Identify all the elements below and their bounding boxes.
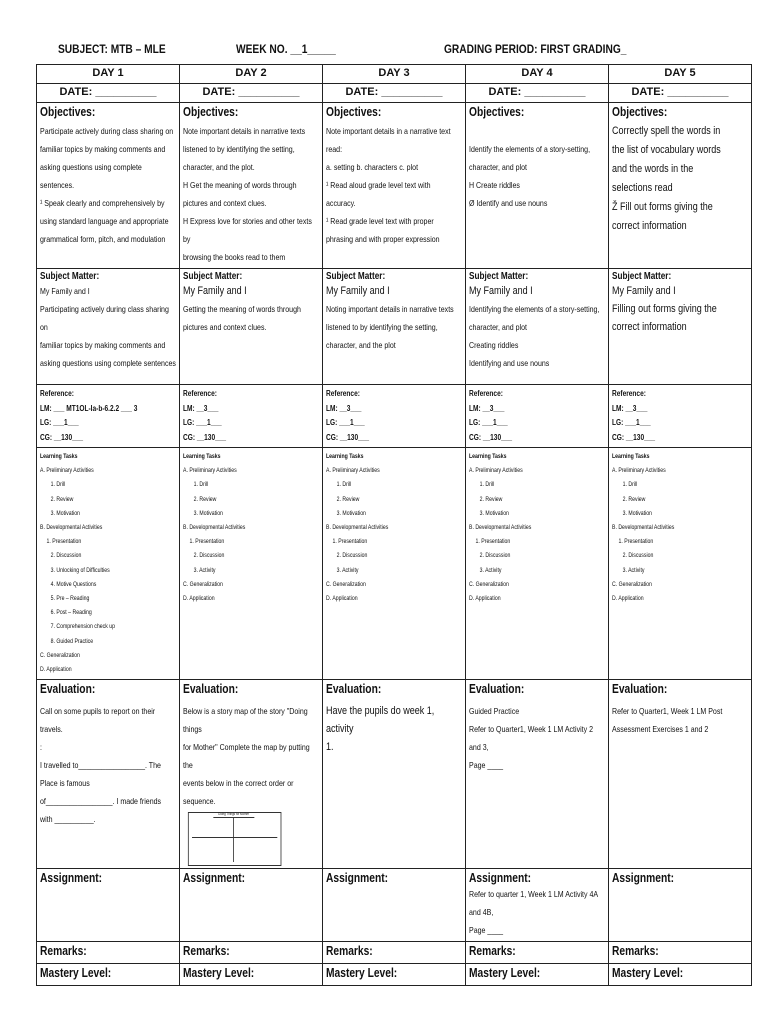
learning-task-item: C. Generalization xyxy=(469,580,509,588)
day-cell xyxy=(323,65,466,84)
mastery-cell xyxy=(323,964,466,986)
evaluation-line: I travelled to_________________. The xyxy=(40,760,161,771)
learning-tasks-heading: Learning Tasks xyxy=(40,453,78,460)
subject-matter-line: My Family and I xyxy=(612,285,676,297)
evaluation-line: : xyxy=(40,742,42,753)
objectives-cell xyxy=(180,103,323,269)
remarks-cell xyxy=(37,942,180,964)
learning-task-item: 1. Presentation xyxy=(618,538,654,546)
reference-line: LM: __3___ xyxy=(326,403,362,413)
learning-tasks-cell xyxy=(323,448,466,680)
evaluation-line: for Mother" Complete the map by putting the xyxy=(183,742,310,771)
evaluation-cell xyxy=(323,680,466,869)
evaluation-cell xyxy=(37,680,180,869)
evaluation-cell xyxy=(180,680,323,869)
assignment-heading: Assignment: xyxy=(40,871,103,886)
learning-task-item: D. Application xyxy=(40,666,72,674)
reference-line: LG: ___1___ xyxy=(326,418,365,427)
objectives-row xyxy=(37,103,752,269)
objectives-cell xyxy=(466,103,609,269)
mastery-heading: Mastery Level: xyxy=(183,966,255,981)
evaluation-cell xyxy=(466,680,609,869)
objective-line: character, and plot xyxy=(469,162,527,172)
learning-task-item: D. Application xyxy=(326,595,358,603)
learning-tasks-heading: Learning Tasks xyxy=(469,453,507,460)
learning-task-item: B. Developmental Activities xyxy=(183,524,246,532)
objective-line: browsing the books read to them xyxy=(183,252,286,262)
assignment-row xyxy=(37,869,752,942)
reference-line: LG: ___1___ xyxy=(612,418,651,427)
day-label: DAY 1 xyxy=(92,67,124,79)
mastery-cell xyxy=(609,964,752,986)
learning-task-item: C. Generalization xyxy=(326,580,366,588)
reference-line: LM: __3___ xyxy=(612,403,648,413)
remarks-heading: Remarks: xyxy=(183,944,230,959)
assignment-cell xyxy=(323,869,466,942)
learning-task-item: B. Developmental Activities xyxy=(612,524,675,532)
objective-line: Note important details in a narrative text xyxy=(326,126,451,136)
subject-matter-cell xyxy=(180,269,323,385)
learning-tasks-heading: Learning Tasks xyxy=(183,453,221,460)
objective-line: accuracy. xyxy=(326,198,356,208)
day-cell xyxy=(466,65,609,84)
subject-matter-line: Identifying the elements of a story-setting, xyxy=(469,304,600,314)
subject-matter-line: correct information xyxy=(612,321,687,333)
learning-task-item: 2. Review xyxy=(193,495,217,503)
evaluation-row xyxy=(37,680,752,869)
subject-matter-line: Noting important details in narrative texts xyxy=(326,304,454,314)
date-label: DATE: __________ xyxy=(488,86,586,98)
learning-task-item: C. Generalization xyxy=(183,580,223,588)
objective-line: H Express love for stories and other texts by xyxy=(183,216,312,244)
objective-line: the list of vocabulary words xyxy=(612,144,721,156)
objective-line: read: xyxy=(326,144,343,154)
evaluation-line: Guided Practice xyxy=(469,706,520,717)
reference-cell xyxy=(180,385,323,448)
evaluation-line: Refer to Quarter1, Week 1 LM Activity 2 and 3, xyxy=(469,724,594,753)
reference-cell xyxy=(323,385,466,448)
objective-line: grammatical form, pitch, and modulation xyxy=(40,234,166,244)
reference-line: CG: __130___ xyxy=(183,432,227,442)
learning-task-item: B. Developmental Activities xyxy=(40,524,103,532)
learning-task-item: 1. Presentation xyxy=(189,538,225,546)
reference-line: LG: ___1___ xyxy=(183,418,222,427)
objective-line: Correctly spell the words in xyxy=(612,125,721,137)
learning-task-item: 3. Activity xyxy=(479,566,502,574)
reference-line: CG: __130___ xyxy=(469,432,513,442)
learning-task-item: 3. Activity xyxy=(193,566,216,574)
day-cell xyxy=(180,65,323,84)
reference-line: CG: __130___ xyxy=(326,432,370,442)
learning-task-item: C. Generalization xyxy=(40,651,80,659)
date-cell xyxy=(323,84,466,103)
objective-line: ¹ Read aloud grade level text with xyxy=(326,180,431,190)
learning-task-item: 7. Comprehension check up xyxy=(50,623,115,631)
assignment-heading: Assignment: xyxy=(326,871,389,886)
day-label: DAY 3 xyxy=(378,67,410,79)
learning-task-item: 1. Presentation xyxy=(475,538,511,546)
reference-heading: Reference: xyxy=(183,389,217,398)
remarks-heading: Remarks: xyxy=(326,944,373,959)
reference-row xyxy=(37,385,752,448)
day-row xyxy=(37,65,752,84)
objectives-cell xyxy=(323,103,466,269)
mastery-cell xyxy=(466,964,609,986)
learning-task-item: 1. Drill xyxy=(479,481,495,489)
learning-tasks-row xyxy=(37,448,752,680)
remarks-heading: Remarks: xyxy=(612,944,659,959)
learning-task-item: 3. Motivation xyxy=(622,509,652,517)
reference-line: CG: __130___ xyxy=(612,432,656,442)
learning-task-item: 3. Motivation xyxy=(336,509,366,517)
learning-task-item: 2. Review xyxy=(50,495,74,503)
learning-task-item: 1. Presentation xyxy=(332,538,368,546)
subject-matter-cell xyxy=(37,269,180,385)
subject-matter-line: character, and the plot xyxy=(326,340,396,350)
day-label: DAY 4 xyxy=(521,67,553,79)
date-label: DATE: __________ xyxy=(345,86,443,98)
learning-task-item: 6. Post – Reading xyxy=(50,609,92,617)
subject-heading: SUBJECT: MTB – MLE xyxy=(58,42,166,56)
date-label: DATE: __________ xyxy=(202,86,300,98)
objective-line: using standard language and appropriate xyxy=(40,216,169,226)
assignment-line: Page ____ xyxy=(469,925,504,936)
objective-line: Participate actively during class sharing on xyxy=(40,126,174,136)
subject-matter-line: character, and plot xyxy=(469,322,527,332)
mastery-row xyxy=(37,964,752,986)
mastery-heading: Mastery Level: xyxy=(40,966,112,981)
learning-task-item: 2. Discussion xyxy=(479,552,511,560)
objective-line: asking questions using complete sentences. xyxy=(40,162,142,190)
learning-task-item: 2. Discussion xyxy=(50,552,82,560)
subject-matter-heading: Subject Matter: xyxy=(183,271,243,282)
mastery-cell xyxy=(180,964,323,986)
objective-line: and the words in the xyxy=(612,163,694,175)
subject-matter-cell xyxy=(609,269,752,385)
remarks-row xyxy=(37,942,752,964)
assignment-heading: Assignment: xyxy=(469,871,532,886)
learning-task-item: D. Application xyxy=(469,595,501,603)
day-cell xyxy=(37,65,180,84)
learning-task-item: 2. Review xyxy=(479,495,503,503)
learning-task-item: 1. Presentation xyxy=(46,538,82,546)
learning-tasks-heading: Learning Tasks xyxy=(326,453,364,460)
story-map-title: Doing Things for Mother xyxy=(218,812,249,817)
subject-matter-line: My Family and I xyxy=(183,285,247,297)
objective-line: ¹ Read grade level text with proper xyxy=(326,216,434,226)
learning-task-item: 4. Motive Questions xyxy=(50,580,97,588)
objective-line xyxy=(469,122,605,140)
objectives-heading: Objectives: xyxy=(469,105,525,119)
remarks-heading: Remarks: xyxy=(469,944,516,959)
evaluation-line: Page ____ xyxy=(469,760,504,771)
evaluation-line: with __________. xyxy=(40,814,96,825)
objective-line: H Create riddles xyxy=(469,180,520,190)
reference-heading: Reference: xyxy=(40,389,74,398)
assignment-heading: Assignment: xyxy=(612,871,675,886)
subject-matter-cell xyxy=(466,269,609,385)
evaluation-line: Refer to Quarter1, Week 1 LM Post xyxy=(612,706,723,717)
objectives-heading: Objectives: xyxy=(612,105,668,119)
subject-matter-line: Creating riddles xyxy=(469,340,519,350)
objectives-heading: Objectives: xyxy=(183,105,239,119)
date-cell xyxy=(466,84,609,103)
evaluation-heading: Evaluation: xyxy=(326,682,382,697)
learning-task-item: 3. Motivation xyxy=(479,509,509,517)
subject-matter-line: Filling out forms giving the xyxy=(612,303,717,315)
objectives-heading: Objectives: xyxy=(40,105,96,119)
date-row xyxy=(37,84,752,103)
remarks-cell xyxy=(609,942,752,964)
subject-matter-heading: Subject Matter: xyxy=(40,271,100,282)
learning-task-item: 1. Drill xyxy=(622,481,638,489)
learning-task-item: A. Preliminary Activities xyxy=(326,467,380,475)
date-label: DATE: __________ xyxy=(59,86,157,98)
week-heading: WEEK NO. __1_____ xyxy=(236,42,336,56)
objective-line: H Get the meaning of words through xyxy=(183,180,297,190)
learning-task-item: 1. Drill xyxy=(336,481,352,489)
reference-cell xyxy=(37,385,180,448)
learning-task-item: B. Developmental Activities xyxy=(326,524,389,532)
mastery-heading: Mastery Level: xyxy=(469,966,541,981)
evaluation-line: Below is a story map of the story "Doing things xyxy=(183,706,308,735)
assignment-cell xyxy=(180,869,323,942)
lesson-plan-table xyxy=(36,64,752,986)
date-cell xyxy=(37,84,180,103)
subject-matter-line: listened to by identifying the setting, xyxy=(326,322,438,332)
day-label: DAY 2 xyxy=(235,67,267,79)
subject-matter-line: asking questions using complete sentences xyxy=(40,358,176,368)
subject-matter-line: My Family and I xyxy=(469,285,533,297)
subject-matter-line: My Family and I xyxy=(326,285,390,297)
objective-line: Identify the elements of a story-setting, xyxy=(469,144,591,154)
evaluation-line: Have the pupils do week 1, activity xyxy=(326,705,435,736)
assignment-cell xyxy=(37,869,180,942)
objectives-heading: Objectives: xyxy=(326,105,382,119)
learning-task-item: 8. Guided Practice xyxy=(50,637,94,645)
evaluation-heading: Evaluation: xyxy=(183,682,239,697)
objective-line: a. setting b. characters c. plot xyxy=(326,162,419,172)
subject-matter-line: Participating actively during class sharing on xyxy=(40,304,169,332)
grading-period-heading: GRADING PERIOD: FIRST GRADING_ xyxy=(444,42,627,56)
objectives-cell xyxy=(37,103,180,269)
day-cell xyxy=(609,65,752,84)
learning-task-item: 1. Drill xyxy=(193,481,209,489)
objective-line: Ž Fill out forms giving the xyxy=(612,201,713,213)
learning-tasks-cell xyxy=(37,448,180,680)
assignment-cell xyxy=(466,869,609,942)
evaluation-line: 1. xyxy=(326,741,334,754)
learning-task-item: 2. Discussion xyxy=(336,552,368,560)
evaluation-cell xyxy=(609,680,752,869)
assignment-line: Refer to quarter 1, Week 1 LM Activity 4A and 4B, xyxy=(469,889,598,918)
learning-task-item: A. Preliminary Activities xyxy=(183,467,237,475)
learning-task-item: 3. Motivation xyxy=(50,509,80,517)
learning-task-item: 2. Review xyxy=(622,495,646,503)
subject-matter-heading: Subject Matter: xyxy=(469,271,529,282)
learning-tasks-cell xyxy=(466,448,609,680)
learning-task-item: 5. Pre – Reading xyxy=(50,595,90,603)
date-label: DATE: __________ xyxy=(631,86,729,98)
reference-heading: Reference: xyxy=(469,389,503,398)
evaluation-heading: Evaluation: xyxy=(469,682,525,697)
subject-matter-line: My Family and I xyxy=(40,286,90,296)
learning-task-item: A. Preliminary Activities xyxy=(612,467,666,475)
subject-matter-line: Getting the meaning of words through xyxy=(183,304,301,314)
story-map-figure xyxy=(188,812,281,866)
assignment-cell xyxy=(609,869,752,942)
remarks-cell xyxy=(323,942,466,964)
objective-line: listened to by identifying the setting, xyxy=(183,144,295,154)
learning-task-item: C. Generalization xyxy=(612,580,652,588)
learning-task-item: 2. Discussion xyxy=(193,552,225,560)
objective-line: selections read xyxy=(612,182,673,194)
evaluation-heading: Evaluation: xyxy=(40,682,96,697)
reference-cell xyxy=(609,385,752,448)
objective-line: ¹ Speak clearly and comprehensively by xyxy=(40,198,165,208)
reference-cell xyxy=(466,385,609,448)
subject-matter-row xyxy=(37,269,752,385)
learning-tasks-heading: Learning Tasks xyxy=(612,453,650,460)
learning-task-item: 3. Motivation xyxy=(193,509,223,517)
assignment-heading: Assignment: xyxy=(183,871,246,886)
objectives-cell xyxy=(609,103,752,269)
mastery-cell xyxy=(37,964,180,986)
learning-task-item: 2. Discussion xyxy=(622,552,654,560)
evaluation-heading: Evaluation: xyxy=(612,682,668,697)
objective-line: correct information xyxy=(612,220,687,232)
learning-task-item: 1. Drill xyxy=(50,481,66,489)
learning-task-item: 3. Activity xyxy=(336,566,359,574)
objective-line: Ø Identify and use nouns xyxy=(469,198,548,208)
learning-task-item: A. Preliminary Activities xyxy=(469,467,523,475)
objective-line: familiar topics by making comments and xyxy=(40,144,166,154)
subject-matter-cell xyxy=(323,269,466,385)
reference-line: LM: __3___ xyxy=(183,403,219,413)
date-cell xyxy=(609,84,752,103)
mastery-heading: Mastery Level: xyxy=(612,966,684,981)
mastery-heading: Mastery Level: xyxy=(326,966,398,981)
remarks-heading: Remarks: xyxy=(40,944,87,959)
learning-task-item: A. Preliminary Activities xyxy=(40,467,94,475)
remarks-cell xyxy=(466,942,609,964)
subject-matter-line: familiar topics by making comments and xyxy=(40,340,166,350)
reference-line: LG: ___1___ xyxy=(40,418,79,427)
subject-matter-line: pictures and context clues. xyxy=(183,322,267,332)
evaluation-line: of_________________. I made friends xyxy=(40,796,162,807)
remarks-cell xyxy=(180,942,323,964)
learning-task-item: D. Application xyxy=(612,595,644,603)
reference-heading: Reference: xyxy=(326,389,360,398)
reference-line: LM: ___ MT1OL-Ia-b-6.2.2 ___ 3 xyxy=(40,403,138,413)
learning-task-item: D. Application xyxy=(183,595,215,603)
objective-line: pictures and context clues. xyxy=(183,198,267,208)
learning-task-item: 3. Unlocking of Difficulties xyxy=(50,566,110,574)
learning-tasks-cell xyxy=(180,448,323,680)
reference-heading: Reference: xyxy=(612,389,646,398)
reference-line: LM: __3___ xyxy=(469,403,505,413)
evaluation-line: Call on some pupils to report on their travels. xyxy=(40,706,156,735)
evaluation-line: Assessment Exercises 1 and 2 xyxy=(612,724,709,735)
learning-task-item: 2. Review xyxy=(336,495,360,503)
objective-line: phrasing and with proper expression xyxy=(326,234,440,244)
learning-task-item: 3. Activity xyxy=(622,566,645,574)
evaluation-line: Place is famous xyxy=(40,778,90,789)
evaluation-line: events below in the correct order or sequence. xyxy=(183,778,294,807)
reference-line: CG: __130___ xyxy=(40,432,84,442)
learning-tasks-cell xyxy=(609,448,752,680)
subject-matter-heading: Subject Matter: xyxy=(326,271,386,282)
learning-task-item: B. Developmental Activities xyxy=(469,524,532,532)
subject-matter-line: Identifying and use nouns xyxy=(469,358,550,368)
objective-line: character, and the plot. xyxy=(183,162,255,172)
date-cell xyxy=(180,84,323,103)
subject-matter-heading: Subject Matter: xyxy=(612,271,672,282)
objective-line: Note important details in narrative texts xyxy=(183,126,306,136)
reference-line: LG: ___1___ xyxy=(469,418,508,427)
day-label: DAY 5 xyxy=(664,67,696,79)
